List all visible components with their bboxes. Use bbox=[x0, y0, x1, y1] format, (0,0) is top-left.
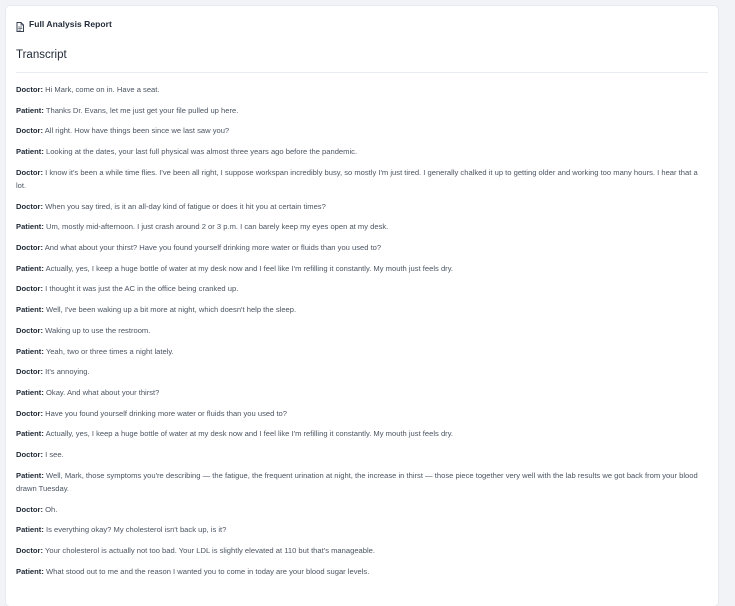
speaker-label: Patient: bbox=[16, 429, 44, 439]
speaker-label: Patient: bbox=[16, 566, 44, 576]
utterance-text: I thought it was just the AC in the office being cranked up. bbox=[45, 284, 239, 294]
speaker-label: Patient: bbox=[16, 263, 44, 273]
report-card bbox=[6, 6, 718, 606]
transcript-line bbox=[16, 386, 708, 399]
transcript-heading: Transcript bbox=[16, 49, 67, 61]
utterance-text: I see. bbox=[45, 449, 64, 459]
transcript-line bbox=[16, 469, 708, 496]
transcript-line bbox=[16, 104, 708, 117]
speaker-label: Patient: bbox=[16, 387, 44, 397]
transcript-line bbox=[16, 365, 708, 378]
utterance-text: Waking up to use the restroom. bbox=[45, 325, 151, 335]
speaker-label: Doctor: bbox=[16, 201, 43, 211]
transcript-line bbox=[16, 407, 708, 420]
transcript-line bbox=[16, 544, 708, 557]
transcript-line bbox=[16, 303, 708, 316]
speaker-label: Patient: bbox=[16, 222, 44, 232]
speaker-label: Patient: bbox=[16, 305, 44, 315]
transcript-line bbox=[16, 83, 708, 96]
document-icon bbox=[16, 19, 24, 29]
utterance-text: Thanks Dr. Evans, let me just get your file pulled up here. bbox=[45, 105, 239, 115]
transcript-line bbox=[16, 241, 708, 254]
transcript-line bbox=[16, 200, 708, 213]
utterance-text: Well, Mark, those symptoms you're describing — the fatigue, the frequent urination at night, the increase in thirst — those piece together very well with the lab results we got back from your blood drawn Tuesday. bbox=[16, 470, 698, 493]
report-header bbox=[16, 18, 112, 30]
speaker-label: Patient: bbox=[16, 105, 44, 115]
utterance-text: It's annoying. bbox=[45, 367, 90, 377]
utterance-text: Well, I've been waking up a bit more at night, which doesn't help the sleep. bbox=[45, 305, 297, 315]
utterance-text: Have you found yourself drinking more water or fluids than you used to? bbox=[45, 408, 287, 418]
speaker-label: Doctor: bbox=[16, 449, 43, 459]
speaker-label: Doctor: bbox=[16, 504, 43, 514]
transcript-line bbox=[16, 565, 708, 578]
transcript-line bbox=[16, 324, 708, 337]
speaker-label: Doctor: bbox=[16, 284, 43, 294]
speaker-label: Doctor: bbox=[16, 126, 43, 136]
speaker-label: Doctor: bbox=[16, 325, 43, 335]
utterance-text: Looking at the dates, your last full physical was almost three years ago before the pandemic. bbox=[45, 147, 358, 157]
speaker-label: Patient: bbox=[16, 525, 44, 535]
utterance-text: Hi Mark, come on in. Have a seat. bbox=[45, 85, 160, 94]
transcript-line bbox=[16, 282, 708, 295]
transcript-line bbox=[16, 427, 708, 440]
transcript-line bbox=[16, 448, 708, 461]
utterance-text: And what about your thirst? Have you found yourself drinking more water or fluids than you used to? bbox=[44, 243, 382, 253]
utterance-text: What stood out to me and the reason I wanted you to come in today are your blood sugar levels. bbox=[45, 566, 370, 576]
section-divider bbox=[16, 72, 708, 73]
speaker-label: Doctor: bbox=[16, 85, 43, 94]
transcript-line bbox=[16, 523, 708, 536]
transcript-list bbox=[16, 83, 708, 585]
speaker-label: Doctor: bbox=[16, 167, 43, 177]
speaker-label: Patient: bbox=[16, 470, 44, 480]
speaker-label: Doctor: bbox=[16, 243, 43, 253]
utterance-text: Oh. bbox=[45, 504, 58, 514]
utterance-text: Is everything okay? My cholesterol isn't back up, is it? bbox=[45, 525, 227, 535]
transcript-line bbox=[16, 220, 708, 233]
speaker-label: Doctor: bbox=[16, 546, 43, 556]
speaker-label: Patient: bbox=[16, 147, 44, 157]
transcript-line bbox=[16, 124, 708, 137]
transcript-line bbox=[16, 345, 708, 358]
transcript-line bbox=[16, 262, 708, 275]
report-title: Full Analysis Report bbox=[29, 19, 112, 29]
utterance-text: Okay. And what about your thirst? bbox=[45, 387, 160, 397]
utterance-text: I know it's been a while time flies. I've been all right, I suppose workspan incredibly busy, so mostly I'm just tired. I generally chalked it up to getting older and working too many hours. I hear that a lot. bbox=[16, 167, 698, 191]
utterance-text: Yeah, two or three times a night lately. bbox=[45, 346, 174, 356]
utterance-text: Your cholesterol is actually not too bad. Your LDL is slightly elevated at 110 but that's manageable. bbox=[44, 546, 376, 556]
utterance-text: Actually, yes, I keep a huge bottle of water at my desk now and I feel like I'm refilling it constantly. My mouth just feels dry. bbox=[45, 263, 454, 273]
speaker-label: Doctor: bbox=[16, 408, 43, 418]
utterance-text: Um, mostly mid-afternoon. I just crash around 2 or 3 p.m. I can barely keep my eyes open at my desk. bbox=[45, 222, 389, 232]
utterance-text: Actually, yes, I keep a huge bottle of water at my desk now and I feel like I'm refilling it constantly. My mouth just feels dry. bbox=[45, 429, 454, 439]
utterance-text: When you say tired, is it an all-day kind of fatigue or does it hit you at certain times? bbox=[45, 201, 326, 211]
speaker-label: Doctor: bbox=[16, 367, 43, 377]
transcript-line bbox=[16, 166, 708, 193]
transcript-line bbox=[16, 503, 708, 516]
speaker-label: Patient: bbox=[16, 346, 44, 356]
utterance-text: All right. How have things been since we last saw you? bbox=[44, 126, 230, 136]
transcript-line bbox=[16, 145, 708, 158]
